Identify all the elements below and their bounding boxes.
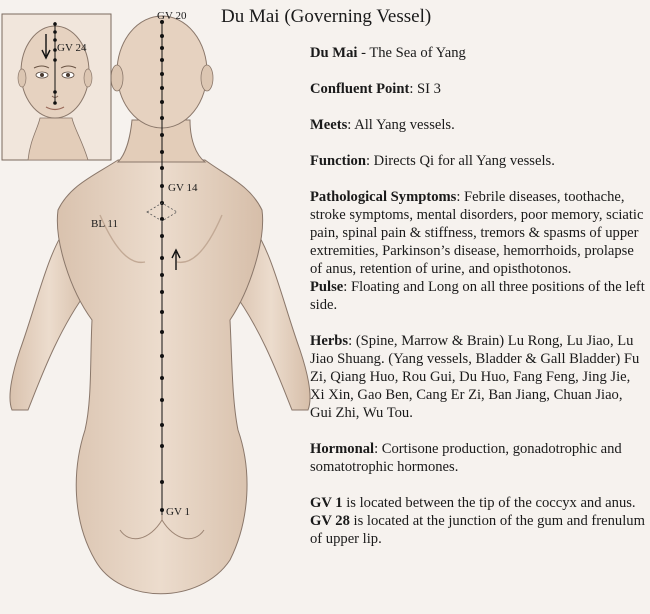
paragraph-herbs: Herbs: (Spine, Marrow & Brain) Lu Rong, Lu Jiao, Lu Jiao Shuang. (Yang vessels, Bladder & Gall Bladder) Fu Zi, Qiang Huo, Rou Gui, Du Huo, Fang Feng, Jing Jie, Xi Xin, Gao Ben, Cang Er Zi, Ban Jiang, Chuan Jiao, Gui Zhi, Wu Tou. bbox=[310, 333, 640, 421]
paragraph-du-mai: Du Mai - The Sea of Yang bbox=[310, 45, 466, 61]
label-gv14: GV 14 bbox=[168, 182, 198, 194]
paragraph-function: Function: Directs Qi for all Yang vessels. bbox=[310, 153, 555, 169]
label-gv24: GV 24 bbox=[57, 42, 87, 54]
paragraph-gv1-location: GV 1 is located between the tip of the coccyx and anus. bbox=[310, 495, 636, 511]
paragraph-pathological-symptoms: Pathological Symptoms: Febrile diseases, toothache, stroke symptoms, mental disorders, poor memory, sciatic pain, spinal pain & stiffness, tremors & spasms of upper extremities, Parkinson’s disease, hemorrhoids, prolapse of anus, retention of urine, and opisthotonos. bbox=[310, 189, 644, 277]
label-gv1: GV 1 bbox=[166, 506, 190, 518]
description-panel bbox=[310, 44, 646, 548]
page-title: Du Mai (Governing Vessel) bbox=[221, 6, 432, 27]
paragraph-gv28-location: GV 28 is located at the junction of the gum and frenulum of upper lip. bbox=[310, 513, 645, 547]
paragraph-confluent-point: Confluent Point: SI 3 bbox=[310, 81, 441, 97]
label-bl11: BL 11 bbox=[91, 218, 118, 230]
paragraph-meets: Meets: All Yang vessels. bbox=[310, 117, 455, 133]
paragraph-pulse: Pulse: Floating and Long on all three positions of the left side. bbox=[310, 279, 645, 313]
paragraph-hormonal: Hormonal: Cortisone production, gonadotrophic and somatotrophic hormones. bbox=[310, 441, 622, 475]
label-gv20: GV 20 bbox=[157, 10, 187, 22]
face-inset bbox=[2, 14, 111, 160]
